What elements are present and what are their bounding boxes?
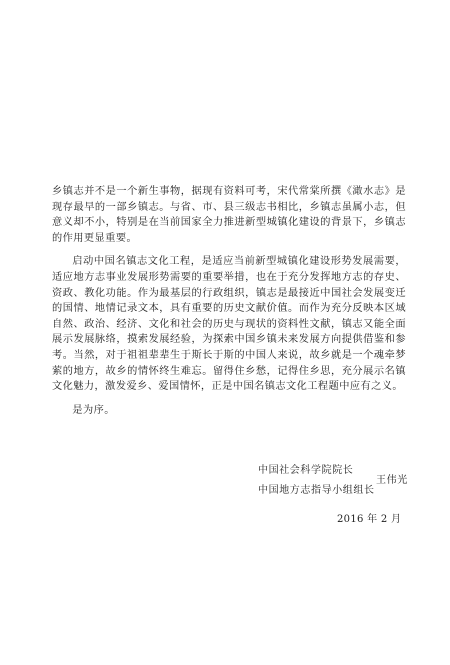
signature-title-line-1: 中国社会科学院院长 xyxy=(258,465,354,476)
paragraph-3: 是为序。 xyxy=(72,404,115,416)
signature-title-line-2: 中国地方志指导小组组长 xyxy=(258,485,375,496)
signature-date: 2016 年 2 月 xyxy=(337,514,402,525)
signature-name: 王伟光 xyxy=(376,475,408,486)
paragraph-1: 乡镇志并不是一个新生事物，据现有资料可考，宋代常棠所撰《澉水志》是现存最早的一部乡镇志。与省、市、县三级志书相比，乡镇志虽属小志，但意义却不小，特别是在当前国家全力推进新型城镇化建设的背景下，乡镇志的作用更显重要。 xyxy=(52,186,406,244)
preface-body xyxy=(52,184,406,426)
paragraph-2: 启动中国名镇志文化工程，是适应当前新型城镇化建设形势发展需要，适应地方志事业发展形势需要的重要举措，也在于充分发挥地方志的存史、资政、教化功能。作为最基层的行政组织，镇志是最接近中国社会发展变迁的国情、地情记录文本，具有重要的历史文献价值。而作为充分反映本区域自然、政治、经济、文化和社会的历史与现状的资料性文献，镇志又能全面展示发展脉络，摸索发展经验，为探索中国乡镇未来发展方向提供借鉴和参考。当然，对于祖祖辈辈生于斯长于斯的中国人来说，故乡就是一个魂牵梦萦的地方，故乡的情怀终生难忘。留得住乡愁，记得住乡思，充分展示名镇文化魅力，激发爱乡、爱国情怀，正是中国名镇志文化工程题中应有之义。 xyxy=(52,256,406,393)
